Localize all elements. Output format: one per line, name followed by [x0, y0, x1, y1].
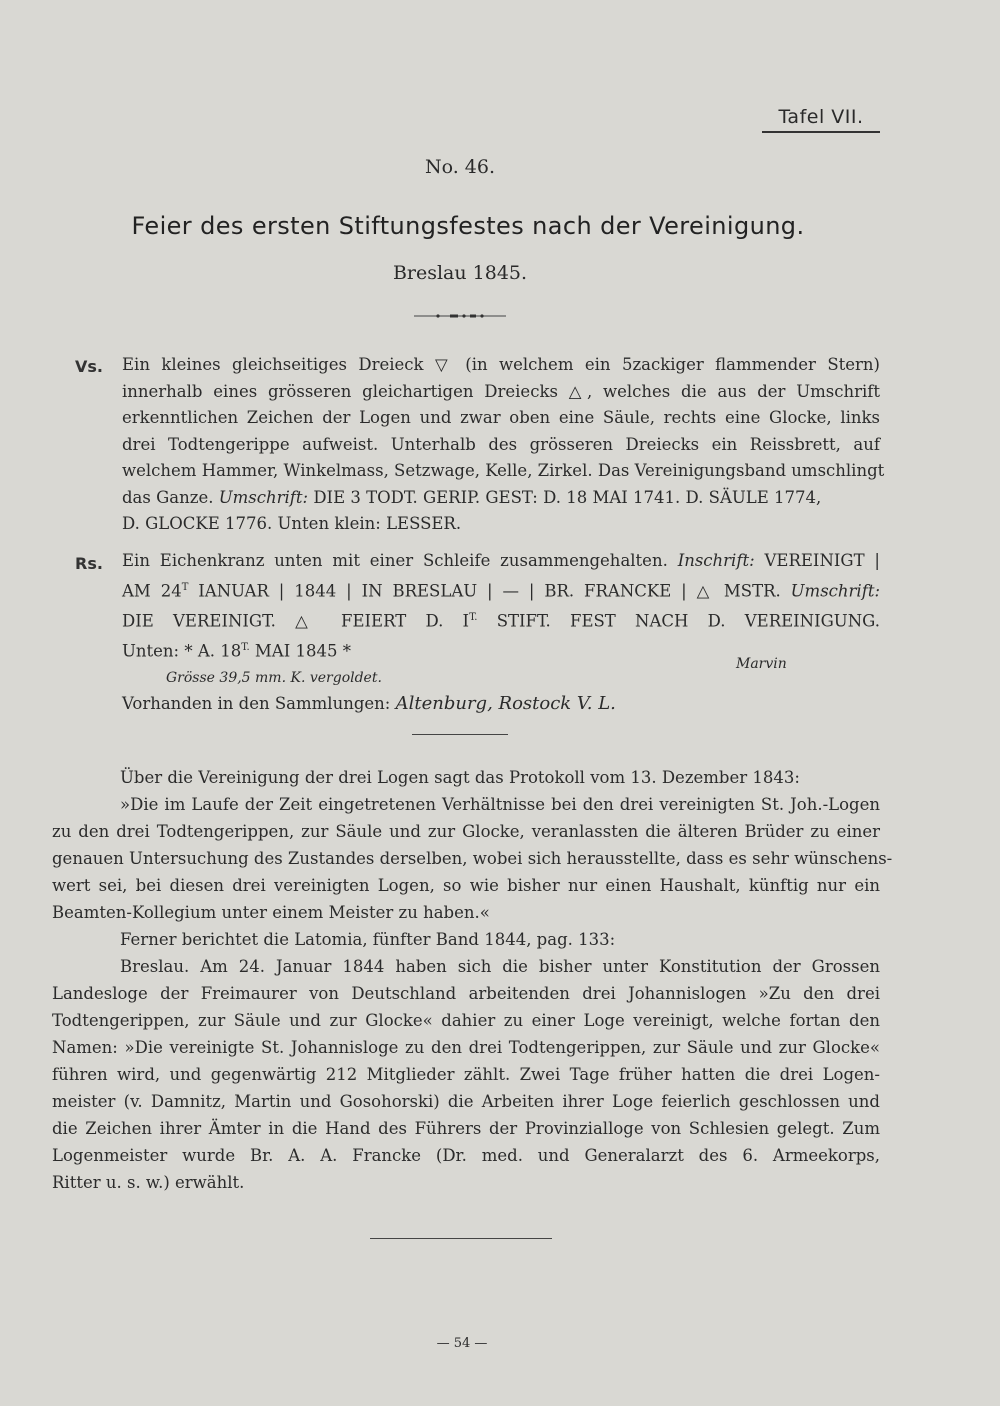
obverse-line: welchem Hammer, Winkelmass, Setzwage, Kelle, Zirkel. Das Vereinigungsband umschlingt: [122, 461, 885, 480]
obverse-description: [122, 352, 885, 538]
paragraph-line: Landesloge der Freimaurer von Deutschland arbeitenden drei Johannislogen »Zu den drei: [52, 984, 880, 1003]
superscript: T.: [241, 641, 250, 653]
end-divider: [370, 1238, 552, 1239]
paragraph-line: Todtengerippen, zur Säule und zur Glocke« dahier zu einer Loge vereinigt, welche fortan den: [52, 1011, 880, 1030]
commentary: [52, 764, 893, 1196]
page-number: — 54 —: [436, 1336, 488, 1351]
paragraph-line: »Die im Laufe der Zeit eingetretenen Verhältnisse bei den drei vereinigten St. Joh.-Logen: [120, 795, 880, 814]
entry-place: Breslau 1845.: [392, 262, 528, 284]
paragraph-line: Namen: »Die vereinigte St. Johannisloge zu den drei Todtengerippen, zur Säule und zur Glocke«: [52, 1038, 880, 1057]
reverse-legend: DIE VEREINIGT. △ FEIERT D. I: [122, 611, 470, 630]
superscript: T: [181, 581, 189, 593]
reverse-description: [122, 548, 880, 718]
collections-label: Vorhanden in den Sammlungen:: [122, 694, 391, 713]
paragraph-line: meister (v. Damnitz, Martin und Gosohorski) die Arbeiten ihrer Loge feierlich geschlossen und: [52, 1092, 880, 1111]
paragraph-line: Breslau. Am 24. Januar 1844 haben sich die bisher unter Konstitution der Grossen: [120, 957, 880, 976]
paragraph-line: Logenmeister wurde Br. A. A. Francke (Dr. med. und Generalarzt des 6. Armeekorps,: [52, 1146, 880, 1165]
obverse-line: erkenntlichen Zeichen der Logen und zwar oben eine Säule, rechts eine Glocke, links: [122, 408, 880, 427]
collections-line: [122, 691, 880, 718]
obverse-line: innerhalb eines grösseren gleichartigen Dreiecks △, welches die aus der Umschrift: [122, 381, 880, 401]
obverse-line: drei Todtengerippe aufweist. Unterhalb des grösseren Dreiecks ein Reissbrett, auf: [122, 434, 880, 454]
paragraph-line: zu den drei Todtengerippen, zur Säule und zur Glocke, veranlassten die älteren Brüder zu einer: [52, 822, 880, 841]
reverse-inscription: AM 24: [122, 581, 182, 600]
paragraph-line: genauen Untersuchung des Zustandes derselben, wobei sich herausstellte, dass es sehr wünschens-: [52, 849, 893, 868]
section-divider: [412, 734, 508, 735]
umschrift-label: Umschrift:: [790, 581, 881, 600]
inschrift-label: Inschrift:: [677, 551, 755, 570]
reverse-bottom: Unten: * A. 18: [122, 641, 242, 660]
size-note: Grösse 39,5 mm. K. vergoldet.: [166, 669, 382, 686]
paragraph-line: führen wird, und gegenwärtig 212 Mitglieder zählt. Zwei Tage früher hatten die drei Logen-: [52, 1065, 880, 1084]
obverse-line: D. GLOCKE 1776. Unten klein: LESSER.: [122, 514, 462, 533]
obverse-line: Ein kleines gleichseitiges Dreieck ▽ (in welchem ein 5zackiger flammender Stern): [122, 355, 880, 374]
obverse-label: Vs.: [75, 357, 103, 376]
ornament-divider: [412, 310, 508, 322]
superscript: T.: [469, 611, 478, 623]
paragraph-line: wert sei, bei diesen drei vereinigten Logen, so wie bisher nur einen Haushalt, künftig nur ein: [52, 876, 880, 895]
reverse-line: [122, 575, 880, 605]
entry-title: Feier des ersten Stiftungsfestes nach der Vereinigung.: [131, 212, 805, 240]
paragraph-line: Ferner berichtet die Latomia, fünfter Band 1844, pag. 133:: [120, 930, 616, 949]
entry-number: No. 46.: [424, 156, 496, 178]
obverse-legend: DIE 3 TODT. GERIP. GEST: D. 18 MAI 1741. D. SÄULE 1774,: [313, 487, 822, 507]
reverse-line-text: Ein Eichenkranz unten mit einer Schleife zusammengehalten.: [122, 551, 668, 570]
reverse-bottom: MAI 1845 *: [249, 641, 351, 660]
reverse-inscription: VEREINIGT |: [764, 551, 880, 570]
paragraph-line: Beamten-Kollegium unter einem Meister zu haben.«: [52, 903, 490, 922]
obverse-legend-line: [122, 485, 880, 512]
plate-label: Tafel VII.: [762, 106, 880, 133]
reverse-label: Rs.: [75, 554, 103, 573]
paragraph-line: die Zeichen ihrer Ämter in die Hand des Führers der Provinzialloge von Schlesien gelegt. Zum: [52, 1119, 880, 1138]
collections-names: Altenburg, Rostock V. L.: [395, 693, 616, 714]
paragraph-line: Über die Vereinigung der drei Logen sagt das Protokoll vom 13. Dezember 1843:: [120, 768, 800, 787]
reverse-legend-line: [122, 605, 880, 635]
umschrift-label: Umschrift:: [218, 487, 309, 507]
paragraph-line: Ritter u. s. w.) erwählt.: [52, 1173, 245, 1192]
obverse-line-text: das Ganze.: [122, 487, 214, 507]
engraver-name: Marvin: [736, 656, 787, 672]
reverse-line: [122, 548, 880, 575]
reverse-legend: STIFT. FEST NACH D. VEREINIGUNG.: [477, 611, 880, 630]
reverse-inscription: IANUAR | 1844 | IN BRESLAU | — | BR. FRANCKE | △ MSTR.: [188, 581, 781, 600]
